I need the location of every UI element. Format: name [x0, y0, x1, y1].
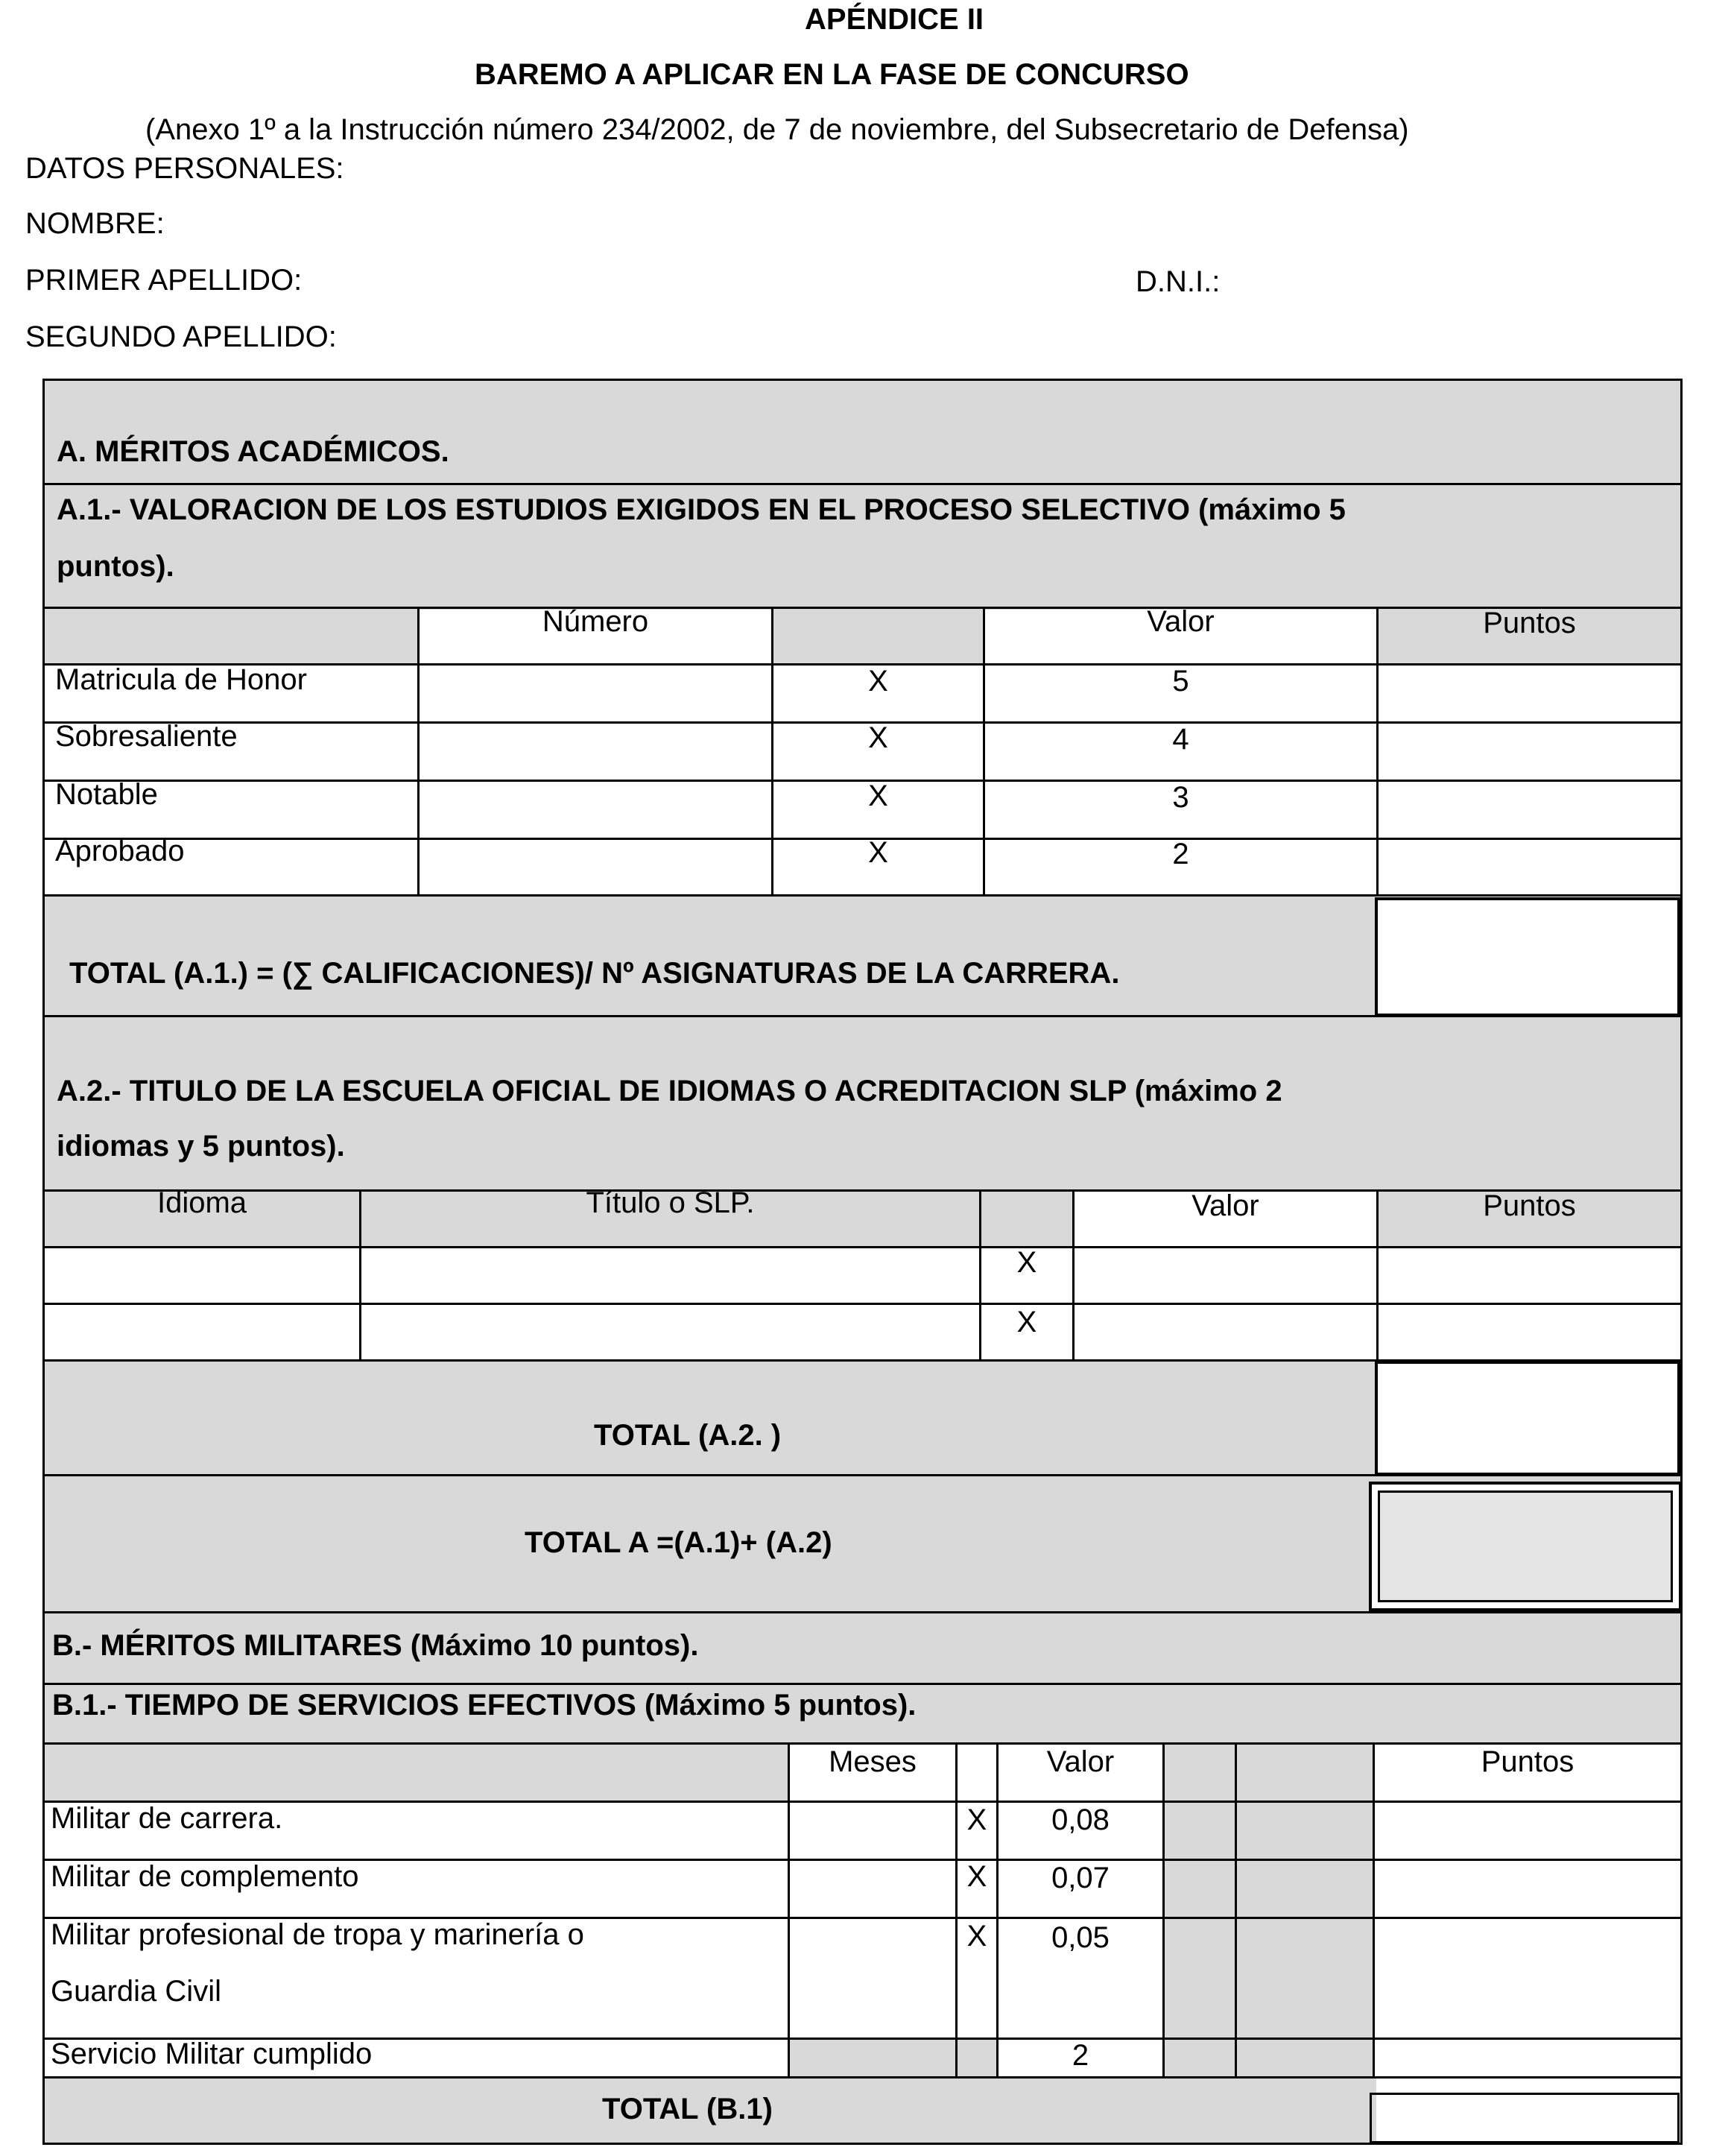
col-b1-3 [996, 1742, 998, 2078]
a1-row-label: Aprobado [55, 835, 185, 867]
rule-b1-header-top [42, 1742, 1682, 1745]
page-title: BAREMO A APLICAR EN LA FASE DE CONCURSO [475, 58, 1189, 91]
total-a-box-inner [1378, 1490, 1673, 1602]
a1-row-x: X [868, 665, 888, 698]
nombre-label: NOMBRE: [25, 207, 165, 240]
a2-header-valor: Valor [1191, 1189, 1259, 1222]
segundo-apellido-label: SEGUNDO APELLIDO: [25, 320, 337, 353]
b1-row-label-line2: Guardia Civil [51, 1975, 221, 2008]
frame-top [42, 379, 1682, 381]
rule-b-top [42, 1611, 1682, 1613]
personal-data-heading: DATOS PERSONALES: [25, 152, 344, 185]
shade-a2-col-x [979, 1191, 1072, 1246]
rule-total-a-top [42, 1474, 1682, 1476]
shade-b1-header-left [42, 1744, 788, 1801]
a2-total-box [1375, 1361, 1680, 1476]
col-a1-4 [1376, 607, 1379, 896]
col-a1-1 [417, 607, 420, 896]
section-a-title: A. MÉRITOS ACADÉMICOS. [57, 435, 449, 468]
shade-b1-smc-meses [788, 2039, 955, 2076]
a1-row-x: X [868, 721, 888, 754]
a1-title-line2: puntos). [57, 550, 174, 583]
rule-b1-total-top [42, 2076, 1682, 2078]
b1-row-label: Militar de complemento [51, 1860, 359, 1893]
b1-row-valor: 0,08 [1051, 1803, 1110, 1836]
a1-row-label: Matricula de Honor [55, 663, 307, 696]
b1-header-puntos: Puntos [1481, 1745, 1574, 1778]
a2-header-puntos: Puntos [1483, 1189, 1576, 1222]
b1-row-valor: 0,07 [1051, 1862, 1110, 1894]
a2-title-line1: A.2.- TITULO DE LA ESCUELA OFICIAL DE IDIOMAS O ACREDITACION SLP (máximo 2 [57, 1075, 1282, 1107]
rule-a1-total-top [42, 894, 1682, 897]
b1-total-box [1370, 2093, 1680, 2143]
a2-row-x: X [1016, 1246, 1037, 1279]
col-b1-2 [955, 1742, 958, 2078]
rule-a2-top [42, 1015, 1682, 1017]
a1-row-x: X [868, 780, 888, 812]
rule-b1-top [42, 1683, 1682, 1685]
b1-row-x: X [966, 1803, 987, 1836]
shade-b1-col-b [1236, 1801, 1373, 2076]
b1-row-label: Militar de carrera. [51, 1802, 283, 1835]
a1-row-label: Sobresaliente [55, 720, 238, 753]
section-b-title: B.- MÉRITOS MILITARES (Máximo 10 puntos). [52, 1629, 699, 1662]
a1-title-line1: A.1.- VALORACION DE LOS ESTUDIOS EXIGIDOS EN EL PROCESO SELECTIVO (máximo 5 [57, 493, 1346, 526]
a2-header-idioma: Idioma [156, 1186, 247, 1219]
a2-row-x: X [1016, 1306, 1037, 1338]
a1-row-valor: 4 [1172, 723, 1189, 756]
shade-b1-header-mid [1165, 1744, 1373, 1801]
b1-header-meses: Meses [829, 1745, 917, 1778]
shade-a1-header-left [42, 610, 417, 665]
b1-title: B.1.- TIEMPO DE SERVICIOS EFECTIVOS (Máximo 5 puntos). [52, 1689, 917, 1722]
b1-row-valor: 2 [1072, 2039, 1089, 2072]
a1-header-puntos: Puntos [1483, 607, 1576, 639]
primer-apellido-label: PRIMER APELLIDO: [25, 264, 303, 297]
frame-left [42, 379, 45, 2145]
col-b1-5 [1235, 1742, 1237, 2078]
a1-header-numero: Número [542, 605, 649, 638]
a1-row-label: Notable [55, 778, 158, 811]
shade-a2-total [42, 1361, 1376, 1473]
col-b1-6 [1373, 1742, 1375, 2078]
b1-row-x: X [966, 1860, 987, 1893]
a1-total-label: TOTAL (A.1.) = (∑ CALIFICACIONES)/ Nº ASIGNATURAS DE LA CARRERA. [69, 957, 1120, 990]
dni-label: D.N.I.: [1136, 265, 1221, 298]
shade-a1-total [42, 896, 1376, 1015]
a1-total-box [1375, 897, 1680, 1017]
a1-row-valor: 2 [1172, 838, 1189, 870]
shade-b1-col-a [1165, 1801, 1236, 2076]
a1-row-valor: 3 [1172, 781, 1189, 814]
appendix-title: APÉNDICE II [805, 3, 984, 36]
a1-row-valor: 5 [1172, 665, 1189, 698]
a2-title-line2: idiomas y 5 puntos). [57, 1130, 345, 1163]
b1-row-x: X [966, 1920, 987, 1953]
b1-row-label: Servicio Militar cumplido [51, 2038, 373, 2070]
rule-a2-row2-top [42, 1303, 1682, 1305]
rule-a1-top [42, 483, 1682, 485]
b1-total-label: TOTAL (B.1) [602, 2093, 773, 2125]
rule-b1-row1-top [42, 1801, 1682, 1803]
col-b1-4 [1162, 1742, 1165, 2078]
rule-a2-row1-top [42, 1246, 1682, 1248]
col-b1-1 [788, 1742, 790, 2078]
shade-a1-header-mid [773, 610, 983, 665]
a1-header-valor: Valor [1147, 605, 1215, 638]
b1-row-label-line1: Militar profesional de tropa y marinería o [51, 1918, 584, 1951]
a1-row-x: X [868, 836, 888, 869]
shade-b1-smc-x [955, 2039, 996, 2076]
b1-header-valor: Valor [1046, 1745, 1115, 1778]
b1-row-valor: 0,05 [1051, 1921, 1110, 1954]
total-a-label: TOTAL A =(A.1)+ (A.2) [525, 1526, 832, 1559]
a2-header-titulo: Título o SLP. [586, 1186, 755, 1219]
a2-total-label: TOTAL (A.2. ) [594, 1419, 782, 1452]
frame-right [1680, 379, 1683, 2145]
page-subtitle: (Anexo 1º a la Instrucción número 234/2002, de 7 de noviembre, del Subsecretario de Defensa) [145, 113, 1409, 146]
